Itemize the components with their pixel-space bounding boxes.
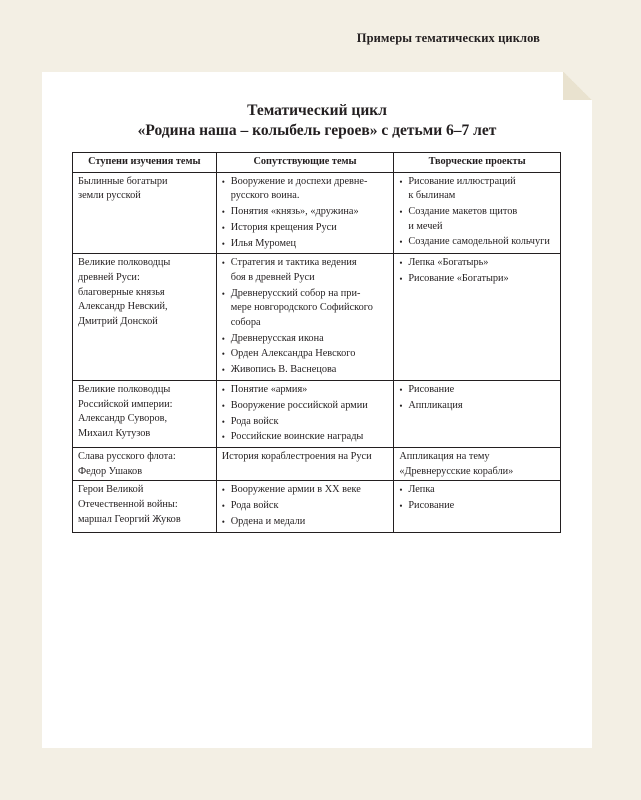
cell-projects-list — [399, 383, 555, 413]
cell-related-list — [222, 483, 389, 529]
title-line-1: Тематический цикл — [247, 102, 387, 119]
list-item: • Вооружение и доспехи древне- русского воина. — [222, 175, 389, 204]
table-row — [73, 254, 561, 381]
cell-projects: Аппликация на тему «Древнерусские корабли» — [394, 448, 561, 481]
cell-related-list — [222, 383, 389, 445]
list-item: • Живопись В. Васнецова — [222, 363, 389, 378]
list-item: • Лепка «Богатырь» — [399, 256, 555, 271]
list-item: • Понятие «армия» — [222, 383, 389, 398]
title-line-2: «Родина наша – колыбель героев» с детьми 6–7 лет — [137, 122, 497, 139]
cell-related — [216, 172, 394, 254]
cell-stage: Былинные богатыри земли русской — [73, 172, 217, 254]
table-row — [73, 481, 561, 532]
list-item: • История крещения Руси — [222, 221, 389, 236]
header-projects: Творческие проекты — [394, 153, 561, 173]
cell-related — [216, 381, 394, 448]
cell-projects — [394, 172, 561, 254]
header-related: Сопутствующие темы — [216, 153, 394, 173]
cell-projects — [394, 481, 561, 532]
cell-stage: Герои Великой Отечественной войны: маршал Георгий Жуков — [73, 481, 217, 532]
list-item: • Рода войск — [222, 415, 389, 430]
table-row — [73, 448, 561, 481]
list-item: • Вооружение российской армии — [222, 399, 389, 414]
running-head: Примеры тематических циклов — [356, 31, 540, 45]
list-item: • Рисование — [399, 383, 555, 398]
cell-related — [216, 481, 394, 532]
page-title — [42, 101, 592, 141]
cell-related — [216, 254, 394, 381]
page — [42, 72, 592, 748]
list-item: • Создание самодельной кольчуги — [399, 235, 555, 250]
folded-corner — [563, 72, 592, 100]
table-row — [73, 172, 561, 254]
list-item: • Древнерусская икона — [222, 332, 389, 347]
cell-stage: Великие полководцы древней Руси: благоверные князья Александр Невский, Дмитрий Донской — [73, 254, 217, 381]
list-item: • Илья Муромец — [222, 237, 389, 252]
list-item: • Вооружение армии в XX веке — [222, 483, 389, 498]
list-item: • Создание макетов щитов и мечей — [399, 205, 555, 234]
cell-projects-list — [399, 175, 555, 250]
list-item: • Аппликация — [399, 399, 555, 414]
cell-related-list — [222, 175, 389, 252]
table-header-row — [73, 153, 561, 173]
cell-related-list — [222, 256, 389, 378]
list-item: • Понятия «князь», «дружина» — [222, 205, 389, 220]
list-item: • Стратегия и тактика ведения боя в древней Руси — [222, 256, 389, 285]
table-row — [73, 381, 561, 448]
thematic-cycle-table — [72, 152, 561, 533]
header-stages: Ступени изучения темы — [73, 153, 217, 173]
list-item: • Лепка — [399, 483, 555, 498]
cell-projects — [394, 254, 561, 381]
cell-projects-list — [399, 483, 555, 513]
list-item: • Российские воинские награды — [222, 430, 389, 445]
cell-projects — [394, 381, 561, 448]
cell-stage: Великие полководцы Российской империи: Александр Суворов, Михаил Кутузов — [73, 381, 217, 448]
list-item: • Рисование «Богатыри» — [399, 272, 555, 287]
list-item: • Древнерусский собор на при- мере новгородского Софийского собора — [222, 287, 389, 331]
list-item: • Рисование — [399, 499, 555, 514]
list-item: • Ордена и медали — [222, 515, 389, 530]
cell-stage: Слава русского флота: Федор Ушаков — [73, 448, 217, 481]
cell-related: История кораблестроения на Руси — [216, 448, 394, 481]
list-item: • Рода войск — [222, 499, 389, 514]
cell-projects-list — [399, 256, 555, 286]
list-item: • Рисование иллюстраций к былинам — [399, 175, 555, 204]
list-item: • Орден Александра Невского — [222, 347, 389, 362]
